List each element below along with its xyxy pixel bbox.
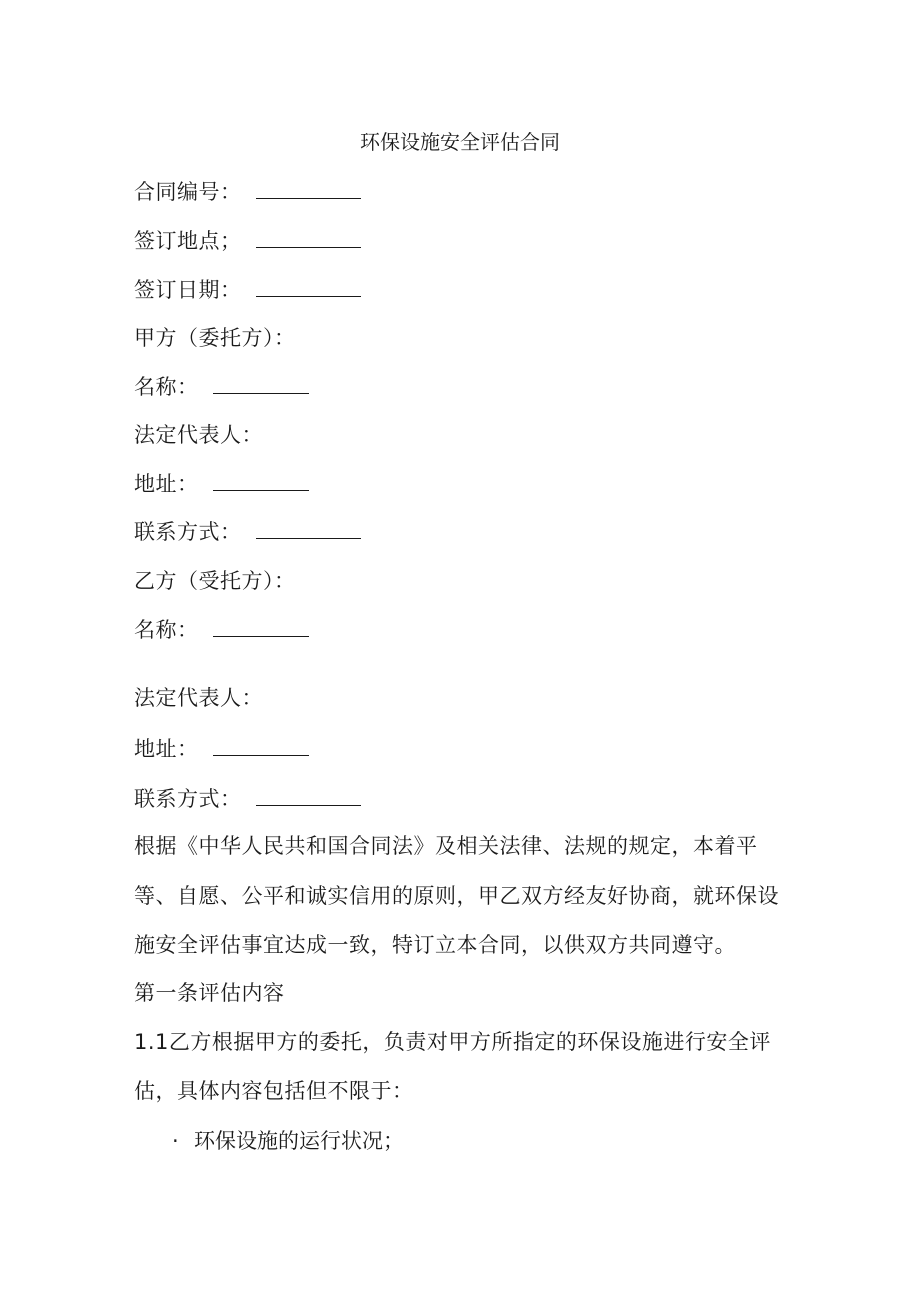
- clause-1-1-line-1: 1.1乙方根据甲方的委托，负责对甲方所指定的环保设施进行安全评: [134, 1030, 771, 1054]
- blank-line: [213, 616, 309, 637]
- field-a-rep: 法定代表人：: [134, 423, 263, 447]
- preamble-line-1: 根据《中华人民共和国合同法》及相关法律、法规的规定，本着平: [134, 834, 758, 858]
- blank-line: [256, 178, 361, 199]
- field-sign-place: [134, 227, 361, 255]
- list-item: 环保设施的运行状况；: [194, 1129, 404, 1153]
- field-a-name: [134, 373, 309, 401]
- blank-line: [256, 785, 361, 806]
- party-b-heading: 乙方（受托方）：: [134, 569, 296, 593]
- field-label: 名称：: [134, 375, 199, 399]
- bullet-dot-icon: ·: [172, 1129, 179, 1153]
- field-label: 名称：: [134, 618, 199, 642]
- blank-line: [213, 470, 309, 491]
- field-b-address: [134, 735, 309, 763]
- blank-line: [213, 373, 309, 394]
- field-contract-no: [134, 178, 361, 206]
- field-label: 地址：: [134, 472, 199, 496]
- field-label: 签订日期：: [134, 278, 242, 302]
- field-sign-date: [134, 276, 361, 304]
- field-b-contact: [134, 785, 361, 813]
- field-label: 联系方式：: [134, 787, 242, 811]
- field-a-address: [134, 470, 309, 498]
- document-title: 环保设施安全评估合同: [360, 130, 560, 154]
- preamble-line-3: 施安全评估事宜达成一致，特订立本合同，以供双方共同遵守。: [134, 933, 736, 957]
- preamble-line-2: 等、自愿、公平和诚实信用的原则，甲乙双方经友好协商，就环保设: [134, 884, 779, 908]
- blank-line: [213, 735, 309, 756]
- blank-line: [256, 276, 361, 297]
- clause-1-1-line-2: 估，具体内容包括但不限于：: [134, 1079, 414, 1103]
- blank-line: [256, 227, 361, 248]
- field-b-rep: 法定代表人：: [134, 686, 263, 710]
- field-label: 签订地点；: [134, 229, 242, 253]
- article-1-heading: 第一条评估内容: [134, 981, 285, 1005]
- field-label: 联系方式：: [134, 520, 242, 544]
- field-b-name: [134, 616, 309, 644]
- field-label: 合同编号：: [134, 180, 242, 204]
- blank-line: [256, 518, 361, 539]
- party-a-heading: 甲方（委托方）：: [134, 326, 296, 350]
- field-label: 地址：: [134, 737, 199, 761]
- field-a-contact: [134, 518, 361, 546]
